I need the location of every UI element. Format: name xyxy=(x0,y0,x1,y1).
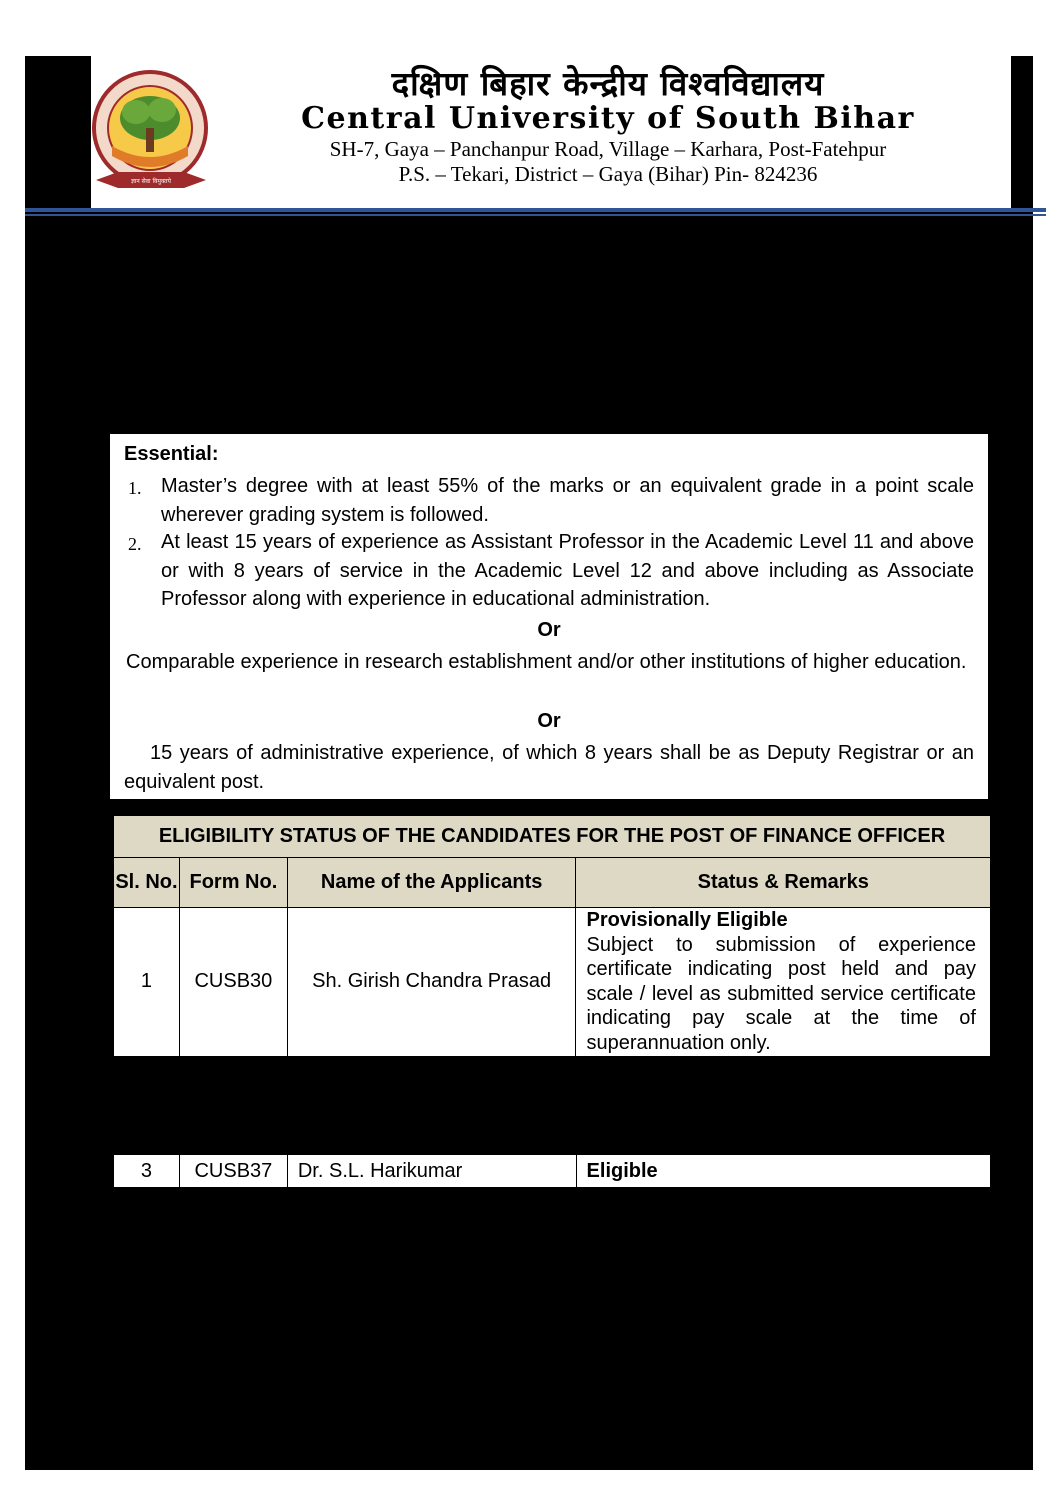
column-header-form-no: Form No. xyxy=(179,858,287,908)
cell-status-remarks: Eligible xyxy=(576,1155,990,1188)
table-row xyxy=(114,908,991,1057)
address-line-2: P.S. – Tekari, District – Gaya (Bihar) Pin- 824236 xyxy=(398,162,818,186)
item-number: 2. xyxy=(128,534,142,554)
eligibility-table xyxy=(113,815,991,1057)
table-row xyxy=(114,1155,991,1188)
cell-form-no: CUSB37 xyxy=(179,1155,287,1188)
header-rule-thick xyxy=(25,208,1046,212)
or-separator: Or xyxy=(537,710,561,732)
cell-status-remarks xyxy=(576,908,991,1057)
svg-text:ज्ञान सेवा विमुक्तये: ज्ञान सेवा विमुक्तये xyxy=(130,178,172,185)
university-seal-logo xyxy=(92,68,210,192)
status-label: Provisionally Eligible xyxy=(586,909,788,931)
table-title: ELIGIBILITY STATUS OF THE CANDIDATES FOR THE POST OF FINANCE OFFICER xyxy=(114,816,991,858)
essential-item-2: At least 15 years of experience as Assistant Professor in the Academic Level 11 and above or with 8 years of service in the Academic Level 12 and above including as Associate Professor along with experience in educational administration. xyxy=(161,531,974,610)
eligibility-table-continued xyxy=(113,1154,991,1188)
item-number: 1. xyxy=(128,478,142,498)
cell-sl-no: 3 xyxy=(114,1155,180,1188)
university-name-hindi: दक्षिण बिहार केन्द्रीय विश्वविद्यालय xyxy=(391,64,825,103)
alternative-qualification-1: Comparable experience in research establishment and/or other institutions of higher education. xyxy=(126,651,967,673)
cell-form-no: CUSB30 xyxy=(179,908,287,1057)
essential-heading: Essential: xyxy=(124,443,219,465)
address-line-1: SH-7, Gaya – Panchanpur Road, Village – Karhara, Post-Fatehpur xyxy=(329,137,887,161)
header-rule-thin xyxy=(25,214,1046,216)
cell-applicant-name: Sh. Girish Chandra Prasad xyxy=(287,908,576,1057)
redacted-margin xyxy=(25,56,91,208)
column-header-sl-no: Sl. No. xyxy=(114,858,180,908)
essential-item-1: Master’s degree with at least 55% of the marks or an equivalent grade in a point scale wherever grading system is followed. xyxy=(161,475,974,526)
or-separator: Or xyxy=(537,619,561,641)
essential-qualifications xyxy=(110,434,988,799)
cell-applicant-name: Dr. S.L. Harikumar xyxy=(287,1155,576,1188)
remarks-text: Subject to submission of experience certificate indicating post held and pay scale / level as submitted service certificate indicating pay scale at the time of superannuation only. xyxy=(586,933,976,1054)
column-header-name: Name of the Applicants xyxy=(287,858,576,908)
university-name-english: Central University of South Bihar xyxy=(301,101,915,136)
cell-sl-no: 1 xyxy=(114,908,180,1057)
column-header-status: Status & Remarks xyxy=(576,858,991,908)
alternative-qualification-2: 15 years of administrative experience, of which 8 years shall be as Deputy Registrar or an equivalent post. xyxy=(124,742,974,793)
